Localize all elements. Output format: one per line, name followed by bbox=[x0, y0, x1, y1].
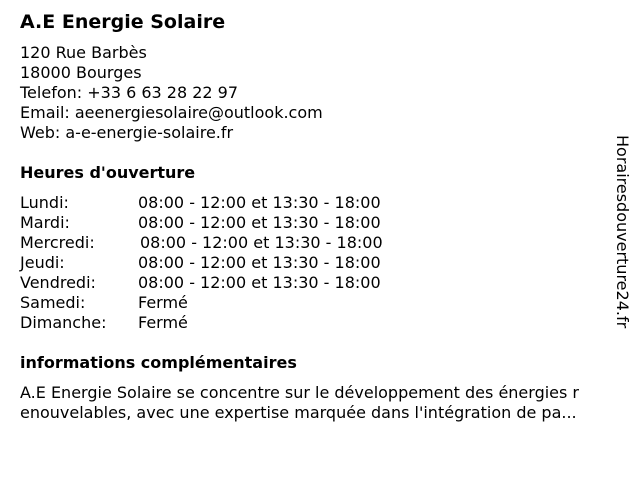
day-label: Vendredi: bbox=[20, 273, 96, 292]
time-range: 08:00 - 12:00 et 13:30 - 18:00 bbox=[138, 253, 381, 272]
closed-label: Fermé bbox=[138, 293, 188, 312]
site-brand-link[interactable]: Horairesdouverture24.fr bbox=[613, 135, 632, 329]
day-label: Mardi: bbox=[20, 213, 70, 232]
phone-line[interactable]: Telefon: +33 6 63 28 22 97 bbox=[20, 83, 239, 102]
day-label: Jeudi: bbox=[20, 253, 65, 272]
city-address: 18000 Bourges bbox=[20, 63, 142, 82]
web-line[interactable]: Web: a-e-energie-solaire.fr bbox=[20, 123, 234, 142]
info-heading: informations complémentaires bbox=[20, 353, 297, 372]
day-label: Lundi: bbox=[20, 193, 69, 212]
day-label: Dimanche: bbox=[20, 313, 107, 332]
time-range: 08:00 - 12:00 et 13:30 - 18:00 bbox=[138, 273, 381, 292]
contact-block bbox=[20, 43, 323, 143]
day-label: Mercredi: bbox=[20, 233, 95, 252]
time-range: 08:00 - 12:00 et 13:30 - 18:00 bbox=[138, 193, 381, 212]
business-name: A.E Energie Solaire bbox=[20, 11, 226, 33]
day-label: Samedi: bbox=[20, 293, 86, 312]
description bbox=[20, 383, 624, 423]
closed-label: Fermé bbox=[138, 313, 188, 332]
street-address: 120 Rue Barbès bbox=[20, 43, 147, 62]
time-range: 08:00 - 12:00 et 13:30 - 18:00 bbox=[138, 213, 381, 232]
description-line: enouvelables, avec une expertise marquée dans l'intégration de pa... bbox=[20, 403, 577, 422]
email-line[interactable]: Email: aeenergiesolaire@outlook.com bbox=[20, 103, 323, 122]
description-line: A.E Energie Solaire se concentre sur le développement des énergies r bbox=[20, 383, 580, 402]
time-range: 08:00 - 12:00 et 13:30 - 18:00 bbox=[140, 233, 383, 252]
hours-heading: Heures d'ouverture bbox=[20, 163, 196, 182]
